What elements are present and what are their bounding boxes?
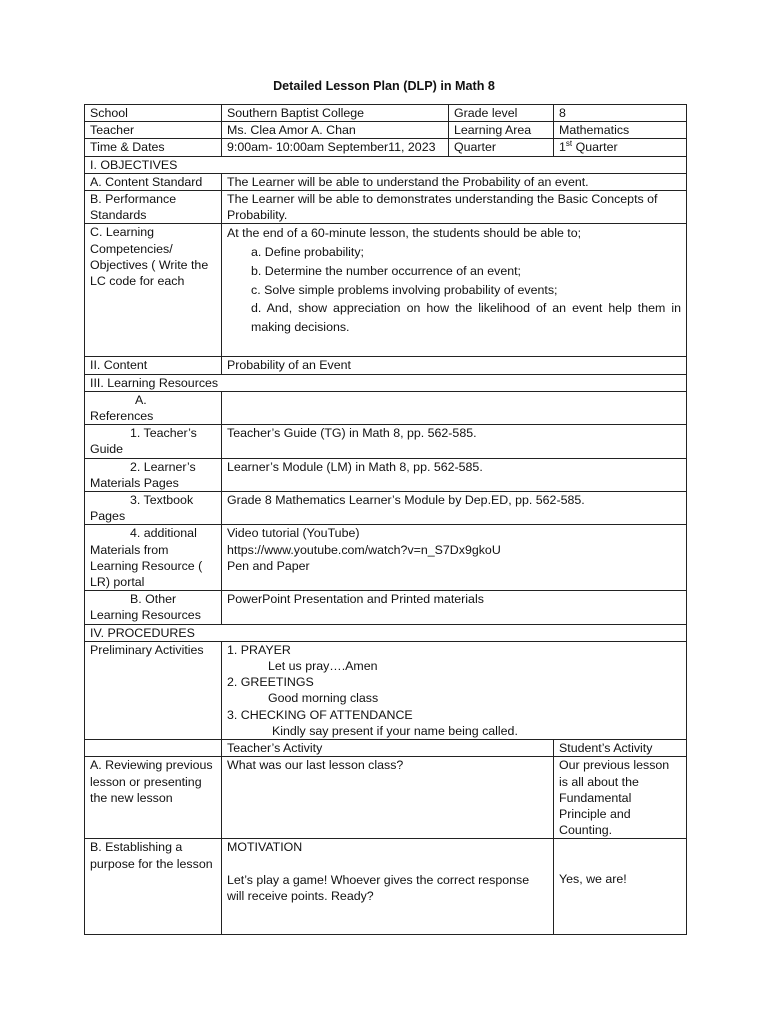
greetings-heading: 2. GREETINGS <box>227 675 314 690</box>
school-value: Southern Baptist College <box>222 105 449 122</box>
additional-materials-row <box>85 525 687 591</box>
attendance-text: Kindly say present if your name being called. <box>272 723 518 738</box>
teachers-guide-rest: Guide <box>90 442 124 457</box>
purpose-row <box>85 839 687 935</box>
other-rest: Learning Resources <box>90 608 201 623</box>
textbook-num: 3. Textbook <box>130 493 194 508</box>
content-standard-value: The Learner will be able to understand the Probability of an event. <box>222 173 687 190</box>
teacher-value: Ms. Clea Amor A. Chan <box>222 122 449 139</box>
competencies-value <box>222 224 687 357</box>
area-label: Learning Area <box>449 122 554 139</box>
competencies-label: C. Learning Competencies/ Objectives ( Write the LC code for each <box>85 224 222 357</box>
references-text: References <box>90 409 154 424</box>
performance-standard-row <box>85 191 687 224</box>
competency-item: b. Determine the number occurrence of an event; <box>251 263 521 278</box>
motivation-heading: MOTIVATION <box>227 840 303 855</box>
textbook-value: Grade 8 Mathematics Learner’s Module by Dep.ED, pp. 562-585. <box>222 492 687 525</box>
attendance-heading: 3. CHECKING OF ATTENDANCE <box>227 707 413 722</box>
learners-rest: Materials Pages <box>90 475 179 490</box>
teachers-guide-value: Teacher’s Guide (TG) in Math 8, pp. 562-585. <box>222 425 687 458</box>
youtube-link[interactable]: https://www.youtube.com/watch?v=n_S7Dx9gkoU <box>227 542 501 557</box>
content-standard-label: A. Content Standard <box>85 173 222 190</box>
prayer-text: Let us pray….Amen <box>268 659 378 674</box>
activity-header-blank <box>85 740 222 757</box>
prayer-heading: 1. PRAYER <box>227 642 291 657</box>
preliminary-row <box>85 641 687 739</box>
learners-materials-label <box>85 458 222 491</box>
textbook-label <box>85 492 222 525</box>
purpose-teacher-text: Let’s play a game! Whoever gives the correct response will receive points. Ready? <box>227 872 530 903</box>
references-value <box>222 391 687 424</box>
competencies-intro: At the end of a 60-minute lesson, the students should be able to; <box>227 226 582 241</box>
performance-standard-label: B. Performance Standards <box>85 191 222 224</box>
other-resources-value: PowerPoint Presentation and Printed materials <box>222 591 687 624</box>
purpose-label: B. Establishing a purpose for the lesson <box>85 839 222 935</box>
content-standard-row <box>85 173 687 190</box>
review-student: Our previous lesson is all about the Fundamental Principle and Counting. <box>554 757 687 839</box>
grade-label: Grade level <box>449 105 554 122</box>
teacher-activity-header: Teacher’s Activity <box>222 740 554 757</box>
resources-heading: III. Learning Resources <box>85 374 687 391</box>
additional-materials-value <box>222 525 687 591</box>
grade-value: 8 <box>554 105 687 122</box>
content-row <box>85 357 687 374</box>
spacer <box>227 856 548 872</box>
procedures-heading-row <box>85 624 687 641</box>
time-label: Time & Dates <box>85 139 222 156</box>
school-row <box>85 105 687 122</box>
references-letter: A. <box>135 392 147 407</box>
greetings-text: Good morning class <box>268 691 379 706</box>
activity-header-row <box>85 740 687 757</box>
preliminary-value <box>222 641 687 739</box>
document-title: Detailed Lesson Plan (DLP) in Math 8 <box>273 79 495 93</box>
objectives-heading-row <box>85 156 687 173</box>
competency-item: d. And, show appreciation on how the likelihood of an event help them in making decisions. <box>251 301 681 334</box>
spacer <box>559 839 681 871</box>
content-value: Probability of an Event <box>222 357 687 374</box>
purpose-student-text: Yes, we are! <box>559 872 627 887</box>
learners-num: 2. Learner’s <box>130 459 196 474</box>
quarter-superscript: st <box>565 139 573 149</box>
competency-item: a. Define probability; <box>251 245 364 260</box>
references-row <box>85 391 687 424</box>
learners-materials-value: Learner’s Module (LM) in Math 8, pp. 562-585. <box>222 458 687 491</box>
other-resources-row <box>85 591 687 624</box>
competency-item: c. Solve simple problems involving probability of events; <box>251 282 558 297</box>
purpose-teacher <box>222 839 554 935</box>
teacher-row <box>85 122 687 139</box>
quarter-suffix: Quarter <box>572 140 618 155</box>
student-activity-header: Student’s Activity <box>554 740 687 757</box>
additional-num: 4. additional <box>130 526 197 541</box>
learners-materials-row <box>85 458 687 491</box>
procedures-heading: IV. PROCEDURES <box>85 624 687 641</box>
references-label <box>85 391 222 424</box>
review-row <box>85 757 687 839</box>
additional-rest: Materials from Learning Resource ( LR) portal <box>90 542 203 590</box>
content-label: II. Content <box>85 357 222 374</box>
other-resources-label <box>85 591 222 624</box>
teachers-guide-label <box>85 425 222 458</box>
additional-line: Pen and Paper <box>227 558 310 573</box>
purpose-student <box>554 839 687 935</box>
textbook-row <box>85 492 687 525</box>
review-teacher: What was our last lesson class? <box>222 757 554 839</box>
additional-materials-label <box>85 525 222 591</box>
preliminary-label: Preliminary Activities <box>85 641 222 739</box>
competencies-row <box>85 224 687 357</box>
review-label: A. Reviewing previous lesson or presenting the new lesson <box>85 757 222 839</box>
textbook-rest: Pages <box>90 509 126 524</box>
school-label: School <box>85 105 222 122</box>
teachers-guide-row <box>85 425 687 458</box>
quarter-value <box>554 139 687 156</box>
quarter-number: 1 <box>559 140 566 155</box>
teacher-label: Teacher <box>85 122 222 139</box>
lesson-plan-table <box>84 104 687 935</box>
objectives-heading: I. OBJECTIVES <box>85 156 687 173</box>
resources-heading-row <box>85 374 687 391</box>
other-num: B. Other <box>130 592 177 607</box>
teachers-guide-num: 1. Teacher’s <box>130 426 197 441</box>
performance-standard-value: The Learner will be able to demonstrates understanding the Basic Concepts of Probability. <box>222 191 687 224</box>
time-row <box>85 139 687 156</box>
additional-line: Video tutorial (YouTube) <box>227 526 360 541</box>
quarter-label: Quarter <box>449 139 554 156</box>
time-value: 9:00am- 10:00am September11, 2023 <box>222 139 449 156</box>
area-value: Mathematics <box>554 122 687 139</box>
